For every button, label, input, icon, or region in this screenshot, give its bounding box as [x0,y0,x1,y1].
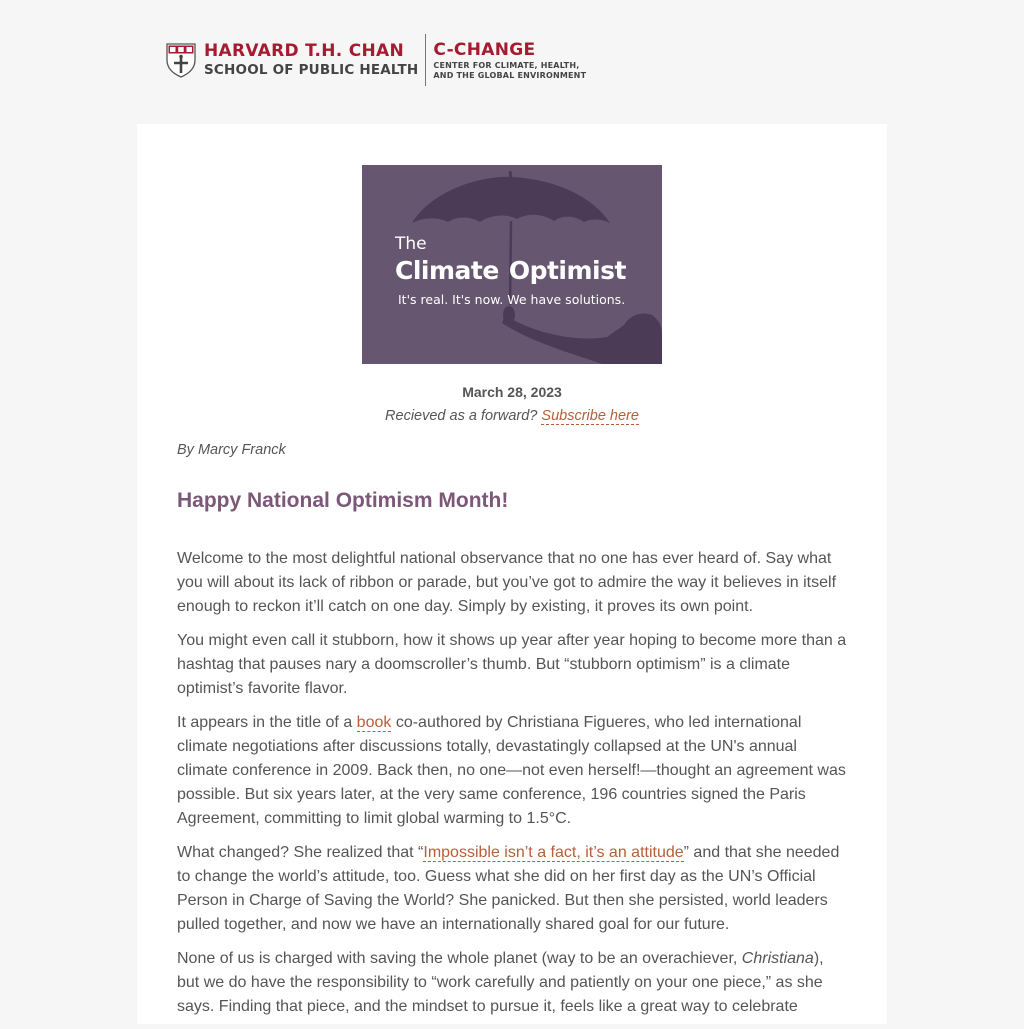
paragraph-5-text-b: ), but we do have the responsibility to “work carefully and patiently on your one piece,” as she says. Finding that piece, and the mindset to pursue it, feels like a great way to celebrate [177,950,824,1015]
paragraph-1: Welcome to the most delightful national observance that no one has ever heard of. Say what you will about its lack of ribbon or parade, but you’ve got to admire the way it believes in itself enough to reckon it’ll catch on one day. Simply by existing, it proves its own point. [177,550,837,615]
banner-title-word-1: Climate [395,256,499,285]
banner-tagline: It's real. It's now. We have solutions. [398,292,626,307]
paragraph-5-text-a: None of us is charged with saving the whole planet (way to be an overachiever, [177,950,742,967]
paragraph-5-italic: Christiana [741,950,814,967]
banner-the: The [395,234,427,254]
paragraph-3 [177,711,847,831]
book-link[interactable]: book [356,714,392,731]
banner-title [395,256,626,285]
forward-note [137,408,887,424]
paragraph-2: You might even call it stubborn, how it shows up year after year hoping to become more than a hashtag that pauses nary a doomscroller’s thumb. But “stubborn optimism” is a climate optimist’s favorite flavor. [177,632,847,697]
paragraph-3-text-a: It appears in the title of a [177,714,357,731]
article-body [177,547,847,1029]
logo-divider [425,34,426,86]
harvard-shield-icon [166,42,196,78]
byline: By Marcy Franck [177,442,286,458]
article-heading: Happy National Optimism Month! [177,489,509,512]
school-name: SCHOOL OF PUBLIC HEALTH [204,62,419,78]
newsletter-card [137,124,887,1024]
issue-date: March 28, 2023 [462,384,562,400]
attitude-quote-link[interactable]: Impossible isn’t a fact, it’s an attitude [423,844,684,861]
header-logos [166,33,586,87]
cchange-subtitle-2: AND THE GLOBAL ENVIRONMENT [433,71,587,80]
harvard-name: HARVARD T.H. CHAN [204,41,405,61]
banner-title-word-2: Optimist [508,256,626,285]
subscribe-link[interactable]: Subscribe here [541,408,639,424]
cchange-title: C-CHANGE [433,40,536,60]
cchange-subtitle-1: CENTER FOR CLIMATE, HEALTH, [433,61,580,70]
forward-prefix: Recieved as a forward? [385,408,542,424]
climate-optimist-banner [362,165,662,364]
paragraph-3-text-b: co-authored by Christiana Figueres, who led international climate negotiations after discussions totally, devastatingly collapsed at the UN's annual climate conference in 2009. Back then, no one—not even herself!—thought an agreement was possible. But six years later, at the very same conference, 196 countries signed the Paris Agreement, committing to limit global warming to 1.5°C. [177,714,846,827]
paragraph-4 [177,841,847,937]
paragraph-4-text-b: ” and that she needed to change the world’s attitude, too. Guess what she did on her first day as the UN’s Official Person in Charge of Saving the World? She panicked. But then she persisted, world leaders pulled together, and now we have an internationally shared goal for our future. [177,844,840,933]
paragraph-4-text-a: What changed? She realized that “ [177,844,424,861]
paragraph-5 [177,947,847,1019]
